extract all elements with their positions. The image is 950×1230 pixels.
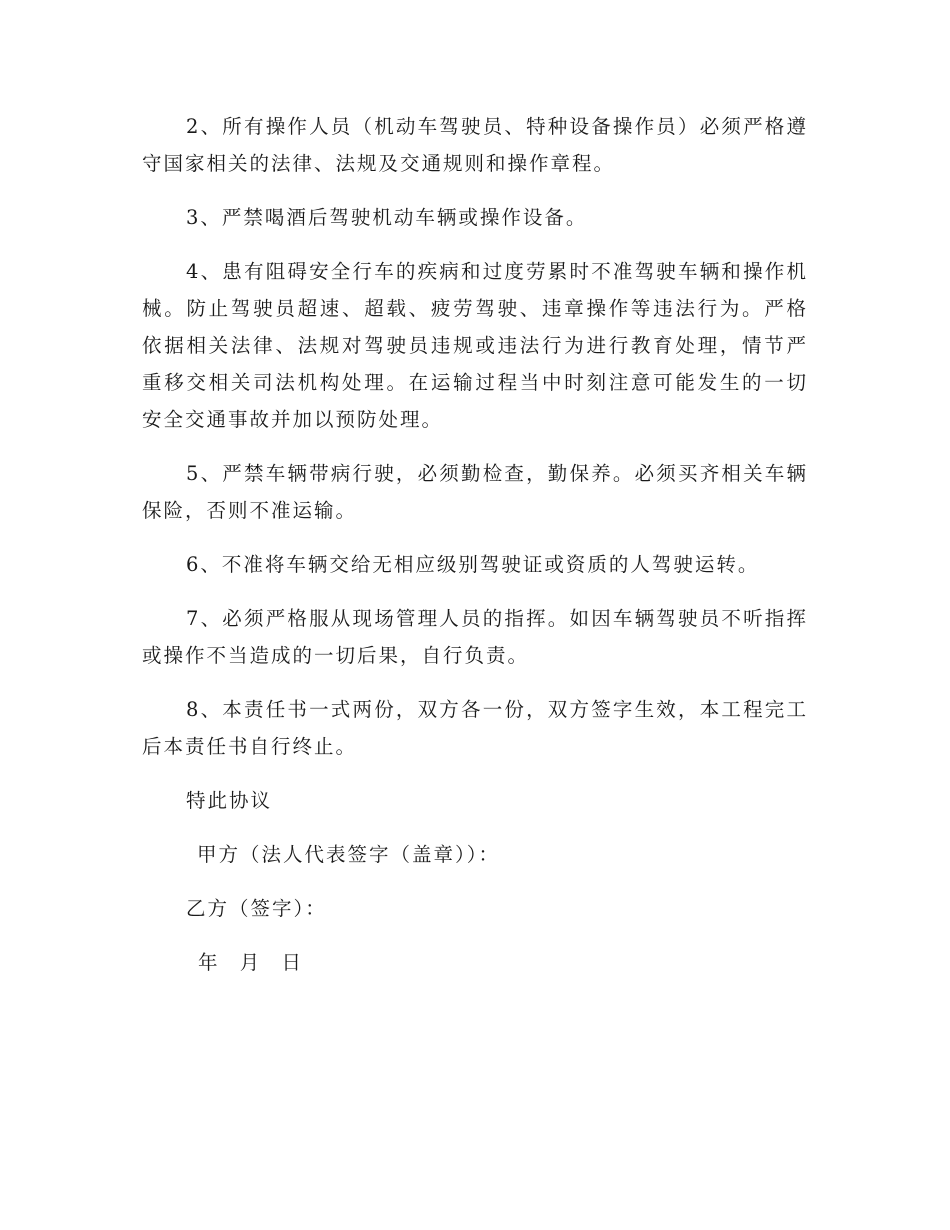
date-line <box>142 944 808 981</box>
clause-2: 2、所有操作人员（机动车驾驶员、特种设备操作员）必须严格遵守国家相关的法律、法规及交通规则和操作章程。 <box>142 115 808 175</box>
party-b-signature-line: 乙方（签字）： <box>186 897 327 920</box>
date-day-label: 日 <box>281 951 303 974</box>
document-body <box>142 108 808 998</box>
clause-7: 7、必须严格服从现场管理人员的指挥。如因车辆驾驶员不听指挥或操作不当造成的一切后果，自行负责。 <box>142 607 808 667</box>
clause-5: 5、严禁车辆带病行驶，必须勤检查，勤保养。必须买齐相关车辆保险，否则不准运输。 <box>142 462 808 522</box>
party-a-signature-line: 甲方（法人代表签字（盖章））： <box>197 843 501 866</box>
clause-6: 6、不准将车辆交给无相应级别驾驶证或资质的人驾驶运转。 <box>186 553 760 576</box>
clause-3: 3、严禁喝酒后驾驶机动车辆或操作设备。 <box>186 206 588 229</box>
closing-statement: 特此协议 <box>186 789 273 812</box>
date-month-label: 月 <box>239 951 262 974</box>
clause-8: 8、本责任书一式两份，双方各一份，双方签字生效，本工程完工后本责任书自行终止。 <box>142 698 808 758</box>
clause-4: 4、患有阻碍安全行车的疾病和过度劳累时不准驾驶车辆和操作机械。防止驾驶员超速、超载、疲劳驾驶、违章操作等违法行为。严格依据相关法律、法规对驾驶员违规或违法行为进行教育处理，情节严重移交相关司法机构处理。在运输过程当中时刻注意可能发生的一切安全交通事故并加以预防处理。 <box>142 260 808 431</box>
date-year-label: 年 <box>198 951 220 974</box>
